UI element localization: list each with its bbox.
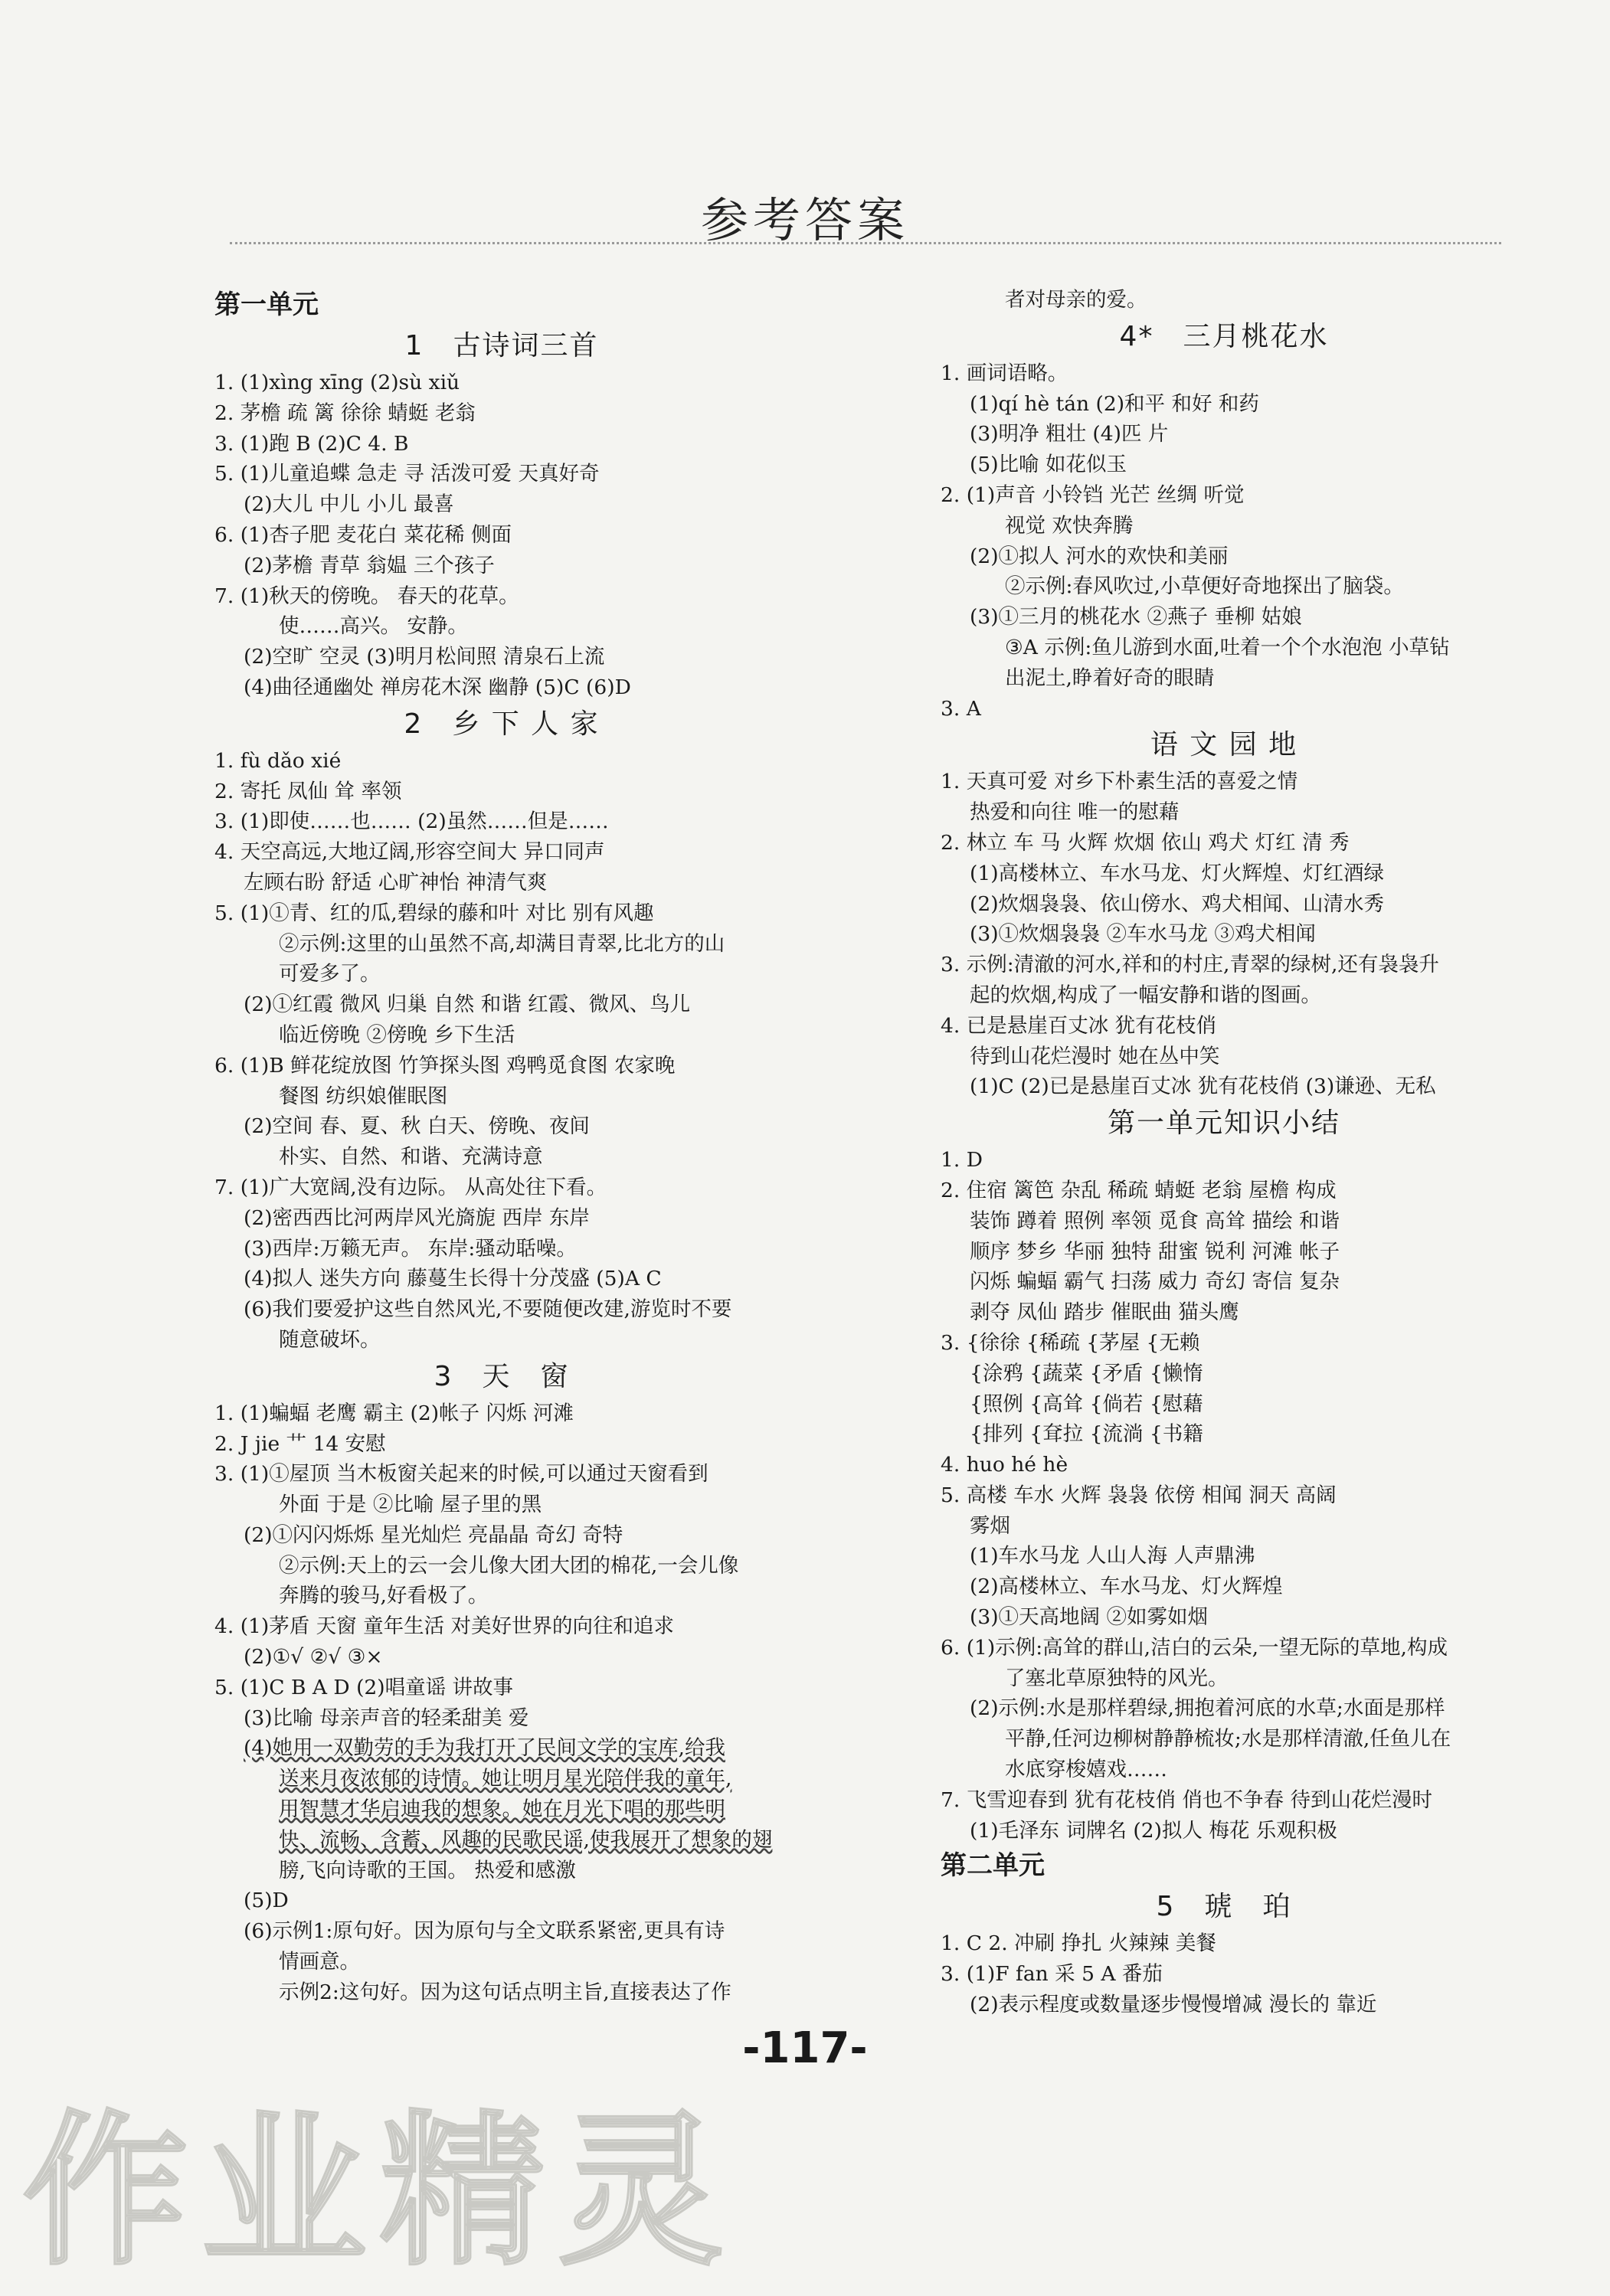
answer-line: 3. 示例:清澈的河水,祥和的村庄,青翠的绿树,还有袅袅升 [941, 953, 1439, 977]
right-column [941, 285, 1507, 2020]
answer-line: ②示例:这里的山虽然不高,却满目青翠,比北方的山 [279, 931, 725, 956]
answer-line: 5. (1)C B A D (2)唱童谣 讲故事 [214, 1675, 514, 1699]
answer-line: 7. (1)广大宽阔,没有边际。 从高处往下看。 [214, 1175, 607, 1199]
answer-line: (3)①天高地阔 ②如雾如烟 [970, 1605, 1208, 1630]
answer-line: (1)C (2)已是悬崖百丈冰 犹有花枝俏 (3)谦逊、无私 [970, 1074, 1436, 1099]
answer-line: (2)①√ ②√ ③× [244, 1645, 383, 1670]
section-heading: 语 文 园 地 [1150, 729, 1298, 761]
section-heading: 第一单元知识小结 [1107, 1107, 1340, 1140]
answer-line: 4. (1)茅盾 天窗 童年生活 对美好世界的向往和追求 [214, 1614, 675, 1639]
answer-line: (6)我们要爱护这些自然风光,不要随便改建,游览时不要 [244, 1297, 732, 1322]
answer-line: (2)①红霞 微风 归巢 自然 和谐 红霞、微风、鸟儿 [244, 993, 691, 1017]
answer-line: 水底穿梭嬉戏…… [1005, 1758, 1167, 1782]
answer-line: (2)大儿 中儿 小儿 最喜 [244, 492, 454, 517]
answer-line: 平静,任河边柳树静静梳妆;水是那样清澈,任鱼儿在 [1005, 1727, 1451, 1751]
answer-line: 1. C 2. 冲刷 挣扎 火辣辣 美餐 [941, 1931, 1216, 1956]
answer-line: 随意破坏。 [279, 1327, 381, 1352]
answer-line: (6)示例1:原句好。因为原句与全文联系紧密,更具有诗 [244, 1919, 725, 1944]
answer-line: 左顾右盼 舒适 心旷神怡 神清气爽 [244, 870, 548, 895]
answer-line: 5. 高楼 车水 火辉 袅袅 依傍 相闻 洞天 高阔 [941, 1483, 1337, 1507]
answer-line: 餐图 纺织娘催眠图 [279, 1084, 448, 1108]
answer-line: 了塞北草原独特的风光。 [1005, 1666, 1229, 1690]
answer-line: (3)①三月的桃花水 ②燕子 垂柳 姑娘 [970, 605, 1302, 630]
answer-line: (2)示例:水是那样碧绿,拥抱着河底的水草;水面是那样 [970, 1696, 1445, 1721]
answer-line: 膀,飞向诗歌的王国。 热爱和感激 [279, 1858, 576, 1882]
answer-line: 2. J jie 艹 14 安慰 [214, 1431, 386, 1456]
answer-line: 雾烟 [970, 1513, 1010, 1538]
answer-line: 出泥土,睁着好奇的眼睛 [1005, 666, 1215, 690]
page-number: -117- [742, 2023, 868, 2073]
section-heading: 3 天 窗 [434, 1360, 570, 1392]
answer-line: (5)D [244, 1889, 289, 1913]
answer-line: 临近傍晚 ②傍晚 乡下生活 [279, 1022, 515, 1047]
answer-line [214, 1794, 789, 1825]
unit-heading: 第二单元 [941, 1850, 1045, 1882]
answer-line: (1)车水马龙 人山人海 人声鼎沸 [970, 1544, 1255, 1568]
answer-line: 7. 飞雪迎春到 犹有花枝俏 俏也不争春 待到山花烂漫时 [941, 1787, 1432, 1812]
answer-line: 情画意。 [279, 1950, 360, 1974]
answer-line: 3. (1)①屋顶 当木板窗关起来的时候,可以通过天窗看到 [214, 1462, 708, 1487]
answer-line: 2. 住宿 篱笆 杂乱 稀疏 蜻蜓 老翁 屋檐 构成 [941, 1178, 1337, 1202]
underlined-text: 快、流畅、含蓄、风趣的民歌民谣,使我展开了想象的翅 [279, 1827, 773, 1852]
answer-line: (3)西岸:万籁无声。 东岸:骚动聒噪。 [244, 1236, 577, 1261]
answer-line: (3)明净 粗壮 (4)匹 片 [970, 422, 1169, 446]
answer-line: ②示例:天上的云一会儿像大团大团的棉花,一会儿像 [279, 1553, 739, 1578]
answer-line: 1. 天真可爱 对乡下朴素生活的喜爱之情 [941, 770, 1298, 794]
answer-line: 2. 寄托 凤仙 耸 率领 [214, 779, 402, 803]
unit-heading: 第一单元 [214, 289, 319, 320]
answer-line: 使……高兴。 安静。 [279, 614, 468, 639]
answer-line: 5. (1)儿童追蝶 急走 寻 活泼可爱 天真好奇 [214, 462, 600, 486]
answer-line: 2. 茅檐 疏 篱 徐徐 蜻蜓 老翁 [214, 401, 476, 425]
answer-line: 2. 林立 车 马 火辉 炊烟 依山 鸡犬 灯红 清 秀 [941, 830, 1350, 855]
answer-line: (2)空间 春、夏、秋 白天、傍晚、夜间 [244, 1114, 590, 1139]
answer-line: 3. {徐徐 {稀疏 {茅屋 {无赖 [941, 1330, 1200, 1355]
answer-line [214, 1733, 789, 1764]
answer-line: {涂鸦 {蔬菜 {矛盾 {懒惰 [970, 1361, 1203, 1385]
answer-line: (3)比喻 母亲声音的轻柔甜美 爱 [244, 1706, 529, 1730]
section-heading: 2 乡 下 人 家 [404, 708, 600, 740]
answer-line: 视觉 欢快奔腾 [1005, 513, 1134, 538]
answer-line: 1. 画词语略。 [941, 361, 1068, 385]
answer-line: 示例2:这句好。因为这句话点明主旨,直接表达了作 [279, 1980, 731, 2004]
answer-line: 6. (1)杏子肥 麦花白 菜花稀 侧面 [214, 522, 512, 547]
answer-line: (2)茅檐 青草 翁媪 三个孩子 [244, 553, 495, 577]
answer-line [214, 1825, 789, 1856]
answer-line: 装饰 蹲着 照例 率领 觅食 高耸 描绘 和谐 [970, 1209, 1340, 1233]
title-divider [230, 242, 1501, 244]
answer-line: 1. D [941, 1148, 983, 1173]
answer-line: ③A 示例:鱼儿游到水面,吐着一个个水泡泡 小草钻 [1005, 635, 1450, 659]
answer-line: 1. fù dǎo xié [214, 748, 342, 773]
underlined-text: 送来月夜浓郁的诗情。她让明月星光陪伴我的童年, [279, 1767, 732, 1791]
left-column [214, 285, 789, 2008]
answer-line: (2)①拟人 河水的欢快和美丽 [970, 544, 1229, 568]
watermark-logo: 作业精灵 [23, 2095, 737, 2288]
answer-line: (2)密西西比河两岸风光旖旎 西岸 东岸 [244, 1205, 590, 1230]
answer-line: 4. 已是悬崖百丈冰 犹有花枝俏 [941, 1013, 1217, 1038]
answer-line: 顺序 梦乡 华丽 独特 甜蜜 锐利 河滩 帐子 [970, 1239, 1340, 1264]
answer-line: (4)拟人 迷失方向 藤蔓生长得十分茂盛 (5)A C [244, 1267, 662, 1291]
answer-line: ②示例:春风吹过,小草便好奇地探出了脑袋。 [1005, 574, 1404, 599]
answer-line: 3. A [941, 696, 981, 721]
underlined-text: (4)她用一双勤劳的手为我打开了民间文学的宝库,给我 [244, 1736, 725, 1761]
page-title: 参考答案 [700, 192, 909, 248]
answer-line: 热爱和向往 唯一的慰藉 [970, 800, 1180, 825]
answer-line: 朴实、自然、和谐、充满诗意 [279, 1145, 543, 1169]
underlined-text: 用智慧才华启迪我的想象。她在月光下唱的那些明 [279, 1797, 725, 1822]
answer-line: 闪烁 蝙蝠 霸气 扫荡 威力 奇幻 寄信 复杂 [970, 1270, 1340, 1294]
answer-line: (2)高楼林立、车水马龙、灯火辉煌 [970, 1575, 1283, 1599]
answer-line: (1)毛泽东 词牌名 (2)拟人 梅花 乐观积极 [970, 1818, 1337, 1843]
answer-line: 剥夺 凤仙 踏步 催眠曲 猫头鹰 [970, 1300, 1239, 1325]
section-heading: 1 古诗词三首 [404, 330, 599, 361]
answer-line: (1)qí hè tán (2)和平 和好 和药 [970, 391, 1259, 416]
answer-line: (2)空旷 空灵 (3)明月松间照 清泉石上流 [244, 645, 605, 669]
answer-line [214, 1764, 789, 1794]
answer-line: (5)比喻 如花似玉 [970, 453, 1127, 477]
answer-line: 4. 天空高远,大地辽阔,形容空间大 异口同声 [214, 840, 605, 865]
answer-line: 3. (1)即使……也…… (2)虽然……但是…… [214, 809, 609, 834]
section-heading: 5 琥 珀 [1156, 1891, 1292, 1923]
answer-line: 1. (1)蝙蝠 老鹰 霸主 (2)帐子 闪烁 河滩 [214, 1401, 574, 1425]
answer-line: 待到山花烂漫时 她在丛中笑 [970, 1044, 1220, 1068]
answer-line: 1. (1)xìng xīng (2)sù xiǔ [214, 371, 460, 394]
answer-line: (2)①闪闪烁烁 星光灿烂 亮晶晶 奇幻 奇特 [244, 1522, 623, 1547]
answer-line: 可爱多了。 [279, 962, 381, 986]
answer-line: 6. (1)B 鲜花绽放图 竹笋探头图 鸡鸭觅食图 农家晚 [214, 1053, 676, 1078]
answer-line: 7. (1)秋天的傍晚。 春天的花草。 [214, 584, 519, 608]
answer-line: 5. (1)①青、红的瓜,碧绿的藤和叶 对比 别有风趣 [214, 901, 654, 925]
answer-line: 3. (1)F fan 采 5 A 番茄 [941, 1962, 1163, 1987]
answer-line: 3. (1)跑 B (2)C 4. B [214, 431, 409, 456]
answer-line: 外面 于是 ②比喻 屋子里的黑 [279, 1493, 542, 1517]
answer-line: 2. (1)声音 小铃铛 光芒 丝绸 听觉 [941, 482, 1245, 507]
answer-line: 奔腾的骏马,好看极了。 [279, 1584, 489, 1608]
answer-line: {照例 {高耸 {倘若 {慰藉 [970, 1392, 1203, 1416]
section-heading: 4* 三月桃花水 [1119, 320, 1329, 352]
answer-line: {排列 {耷拉 {流淌 {书籍 [970, 1422, 1203, 1447]
answer-line: 6. (1)示例:高耸的群山,洁白的云朵,一望无际的草地,构成 [941, 1635, 1448, 1660]
answer-line: 起的炊烟,构成了一幅安静和谐的图画。 [970, 983, 1321, 1007]
answer-line: (3)①炊烟袅袅 ②车水马龙 ③鸡犬相闻 [970, 922, 1316, 947]
answer-line: 4. huo hé hè [941, 1453, 1068, 1477]
answer-line: (1)高楼林立、车水马龙、灯火辉煌、灯红酒绿 [970, 861, 1385, 885]
answer-line: (2)炊烟袅袅、依山傍水、鸡犬相闻、山清水秀 [970, 891, 1385, 916]
answer-line: 者对母亲的爱。 [1005, 288, 1147, 312]
answer-line: (2)表示程度或数量逐步慢慢增减 漫长的 靠近 [970, 1993, 1377, 2017]
answer-line: (4)曲径通幽处 禅房花木深 幽静 (5)C (6)D [244, 675, 631, 699]
